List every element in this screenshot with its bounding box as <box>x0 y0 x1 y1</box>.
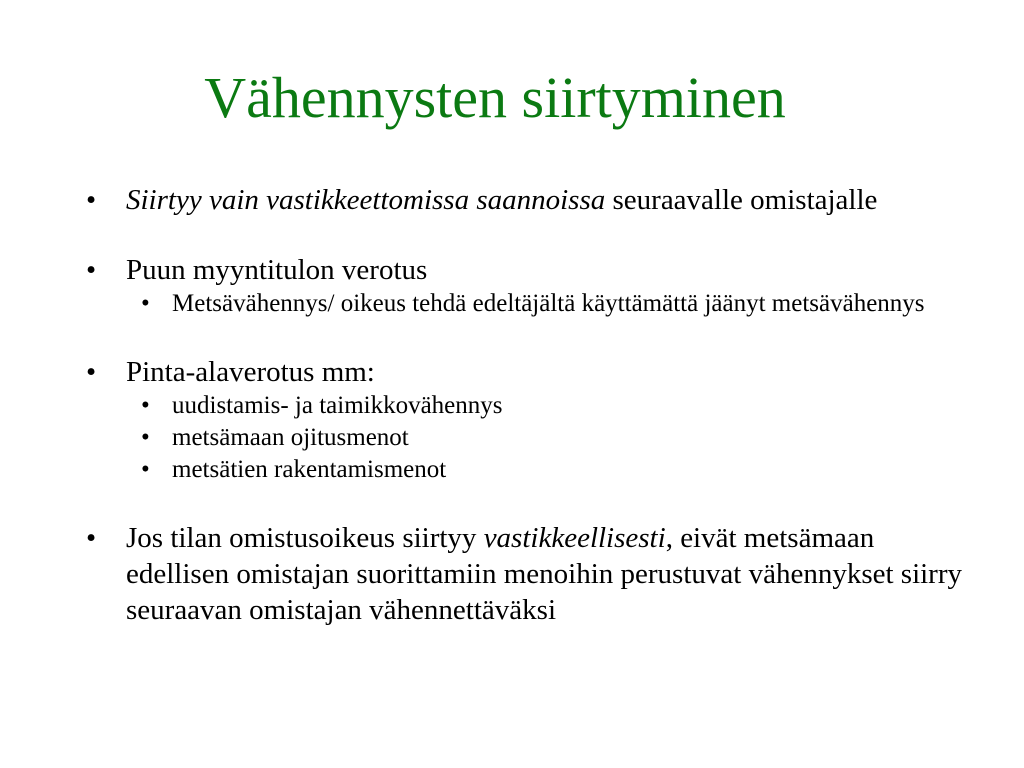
sub-bullet-text: Metsävähennys/ oikeus tehdä edeltäjältä käyttämättä jäänyt metsävähennys <box>172 290 925 317</box>
sub-bullet-marker: • <box>141 392 150 419</box>
sub-bullet-item <box>86 422 976 454</box>
bullet-marker: • <box>86 356 97 388</box>
slide-title: Vähennysten siirtyminen <box>204 65 786 130</box>
bullet-item-2 <box>86 252 976 288</box>
bullet-marker: • <box>86 254 97 286</box>
sub-bullet-item <box>86 390 976 422</box>
bullet-italic-text: vastikkeellisesti <box>483 522 666 554</box>
sub-bullet-text: metsätien rakentamismenot <box>172 456 447 483</box>
sub-bullet-marker: • <box>141 290 150 317</box>
bullet-text: , eivät metsämaan edellisen omistajan suorittamiin menoihin perustuvat vähennykset siirry seuraavan omistajan vähennettäväksi <box>126 522 963 626</box>
sub-bullet-marker: • <box>141 456 150 483</box>
sub-bullet-item <box>86 288 976 320</box>
sub-bullet-marker: • <box>141 424 150 451</box>
bullet-text: Pinta-alaverotus mm: <box>126 356 375 388</box>
bullet-text: seuraavalle omistajalle <box>605 184 878 216</box>
bullet-item-4 <box>86 520 976 628</box>
sub-bullet-text: metsämaan ojitusmenot <box>172 424 409 451</box>
bullet-text: Puun myyntitulon verotus <box>126 254 428 286</box>
bullet-text: Jos tilan omistusoikeus siirtyy <box>126 522 484 554</box>
sub-bullet-text: uudistamis- ja taimikkovähennys <box>172 392 503 419</box>
bullet-list <box>86 182 976 628</box>
bullet-marker: • <box>86 522 97 554</box>
bullet-item-3 <box>86 354 976 390</box>
sub-bullet-item <box>86 454 976 486</box>
bullet-item-1 <box>86 182 976 218</box>
bullet-marker: • <box>86 184 97 216</box>
bullet-italic-text: Siirtyy vain vastikkeettomissa saannoissa <box>126 184 606 216</box>
